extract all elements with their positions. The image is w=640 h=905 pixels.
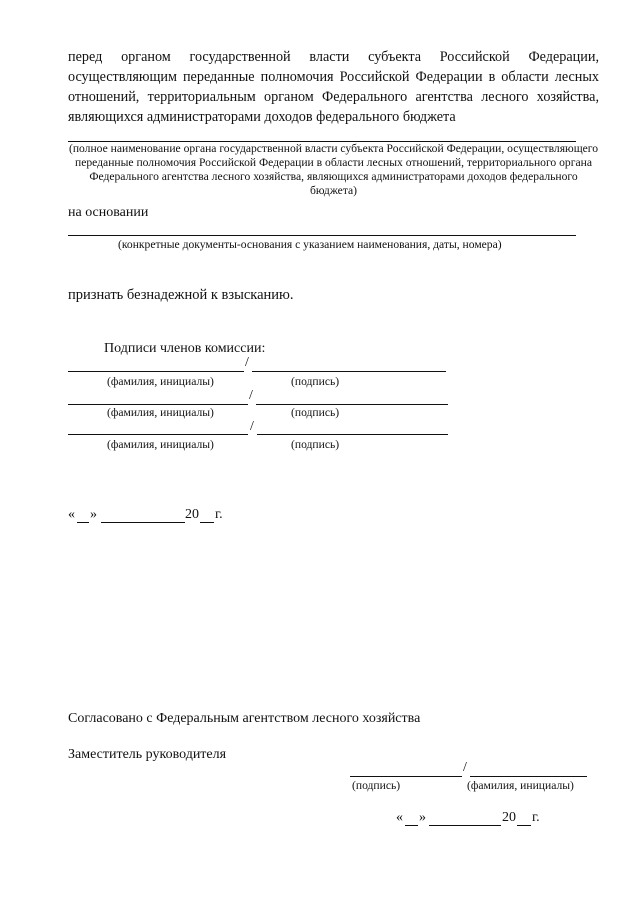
sign-caption: (подпись) <box>291 438 340 451</box>
slash-separator: / <box>245 355 249 370</box>
month-blank <box>101 522 185 523</box>
sign-caption: (подпись) <box>291 406 340 419</box>
intro-paragraph: перед органом государственной власти субъекта Российской Федерации, осуществляющим переданные полномочия Российской Федерации в области лесных отношений, территориальным органом Федерального агентства лесного хозяйства, являющихся администраторами доходов федерального бюджета <box>68 49 599 125</box>
decision-text: признать безнадежной к взысканию. <box>68 287 294 303</box>
sign-caption: (подпись) <box>291 375 340 388</box>
approval-name-caption: (фамилия, инициалы) <box>467 779 574 792</box>
date-open-quote: « <box>68 507 75 522</box>
approval-name-line <box>470 776 587 777</box>
name-caption: (фамилия, инициалы) <box>107 375 214 388</box>
year-prefix: 20 <box>502 810 516 825</box>
name-caption: (фамилия, инициалы) <box>107 406 214 419</box>
name-line <box>68 434 248 435</box>
basis-line <box>68 235 576 236</box>
sign-line <box>257 434 448 435</box>
approval-sign-caption: (подпись) <box>352 779 401 792</box>
basis-caption: (конкретные документы-основания с указанием наименования, даты, номера) <box>118 238 502 251</box>
slash-separator: / <box>249 388 253 403</box>
date-close-quote: » <box>90 507 97 522</box>
slash-separator: / <box>250 419 254 434</box>
name-caption: (фамилия, инициалы) <box>107 438 214 451</box>
year-prefix: 20 <box>185 507 199 522</box>
name-line <box>68 404 248 405</box>
signatures-heading: Подписи членов комиссии: <box>104 341 266 356</box>
year-blank <box>517 825 531 826</box>
month-blank <box>429 825 501 826</box>
sign-line <box>252 371 446 372</box>
name-line <box>68 371 244 372</box>
date-open-quote: « <box>396 810 403 825</box>
day-blank <box>405 825 418 826</box>
year-suffix: г. <box>215 507 223 522</box>
approval-sign-line <box>350 776 462 777</box>
year-suffix: г. <box>532 810 540 825</box>
agreed-text: Согласовано с Федеральным агентством лесного хозяйства <box>68 711 421 726</box>
basis-label: на основании <box>68 205 149 220</box>
date-close-quote: » <box>419 810 426 825</box>
body-name-caption: (полное наименование органа государственной власти субъекта Российской Федерации, осуществляющего переданные полномочия Российской Федерации в области лесных отношений, территориального органа Федерального агентства лесного хозяйства, являющихся администраторами доходов федерального бюджета) <box>68 142 599 197</box>
slash-separator: / <box>463 760 467 775</box>
day-blank <box>77 522 89 523</box>
position-title: Заместитель руководителя <box>68 747 227 762</box>
year-blank <box>200 522 214 523</box>
sign-line <box>256 404 448 405</box>
